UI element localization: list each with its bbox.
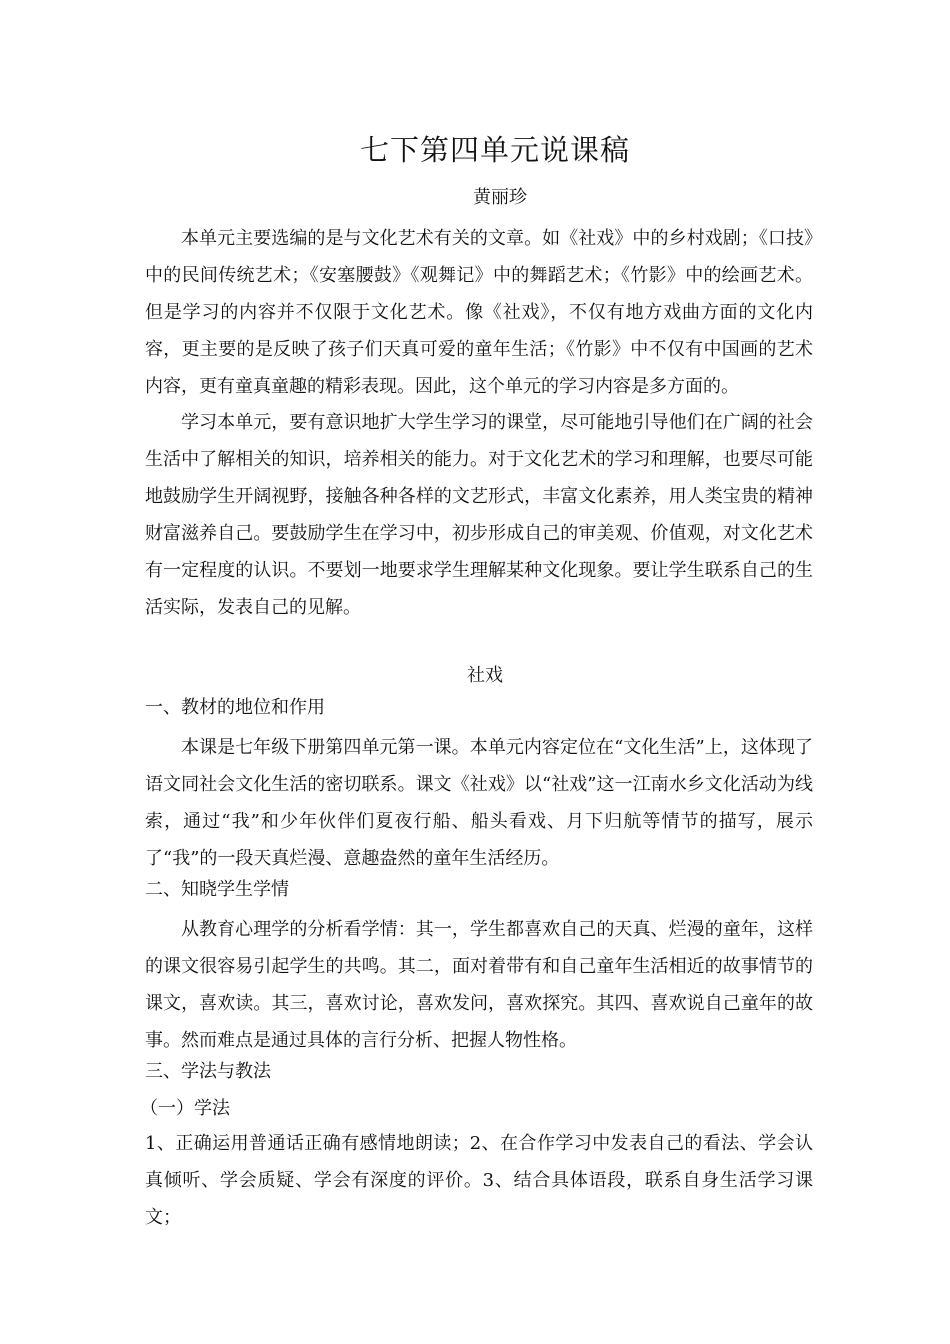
section-paragraph-2: 从教育心理学的分析看学情：其一，学生都喜欢自己的天真、烂漫的童年，这样的课文很容易引起学生的共鸣。其二，面对着带有和自己童年生活相近的故事情节的课文，喜欢读。其三，喜欢讨论，喜欢发问，喜欢探究。其四、喜欢说自己童年的故事。然而难点是通过具体的言行分析、把握人物性格。	[145, 919, 813, 1051]
section-heading-1: 一、教材的地位和作用	[145, 697, 325, 718]
section-heading-2: 二、知晓学生学情	[145, 879, 289, 900]
intro-paragraph-1: 本单元主要选编的是与文化艺术有关的文章。如《社戏》中的乡村戏剧；《口技》中的民间传统艺术；《安塞腰鼓》《观舞记》中的舞蹈艺术；《竹影》中的绘画艺术。但是学习的内容并不仅限于文化艺术。像《社戏》，不仅有地方戏曲方面的文化内容，更主要的是反映了孩子们天真可爱的童年生活；《竹影》中不仅有中国画的艺术内容，更有童真童趣的精彩表现。因此，这个单元的学习内容是多方面的。	[145, 228, 813, 397]
subsection-paragraph-1: 1、正确运用普通话正确有感情地朗读；2、在合作学习中发表自己的看法、学会认真倾听、学会质疑、学会有深度的评价。3、结合具体语段，联系自身生活学习课文；	[145, 1133, 813, 1228]
document-title: 七下第四单元说课稿	[359, 133, 630, 167]
section-heading-3: 三、学法与教法	[145, 1061, 271, 1082]
section-paragraph-1: 本课是七年级下册第四单元第一课。本单元内容定位在“文化生活”上，这体现了语文同社会文化生活的密切联系。课文《社戏》以“社戏”这一江南水乡文化活动为线索，通过“我”和少年伙伴们夏夜行船、船头看戏、月下归航等情节的描写，展示了“我”的一段天真烂漫、意趣盎然的童年生活经历。	[145, 737, 813, 869]
author-name: 黄丽珍	[473, 187, 527, 208]
lesson-title: 社戏	[467, 665, 503, 686]
intro-paragraph-2: 学习本单元，要有意识地扩大学生学习的课堂，尽可能地引导他们在广阔的社会生活中了解相关的知识，培养相关的能力。对于文化艺术的学习和理解，也要尽可能地鼓励学生开阔视野，接触各种各样的文艺形式，丰富文化素养，用人类宝贵的精神财富滋养自己。要鼓励学生在学习中，初步形成自己的审美观、价值观，对文化艺术有一定程度的认识。不要划一地要求学生理解某种文化现象。要让学生联系自己的生活实际，发表自己的见解。	[145, 412, 813, 618]
subsection-heading-1: （一）学法	[140, 1098, 230, 1119]
